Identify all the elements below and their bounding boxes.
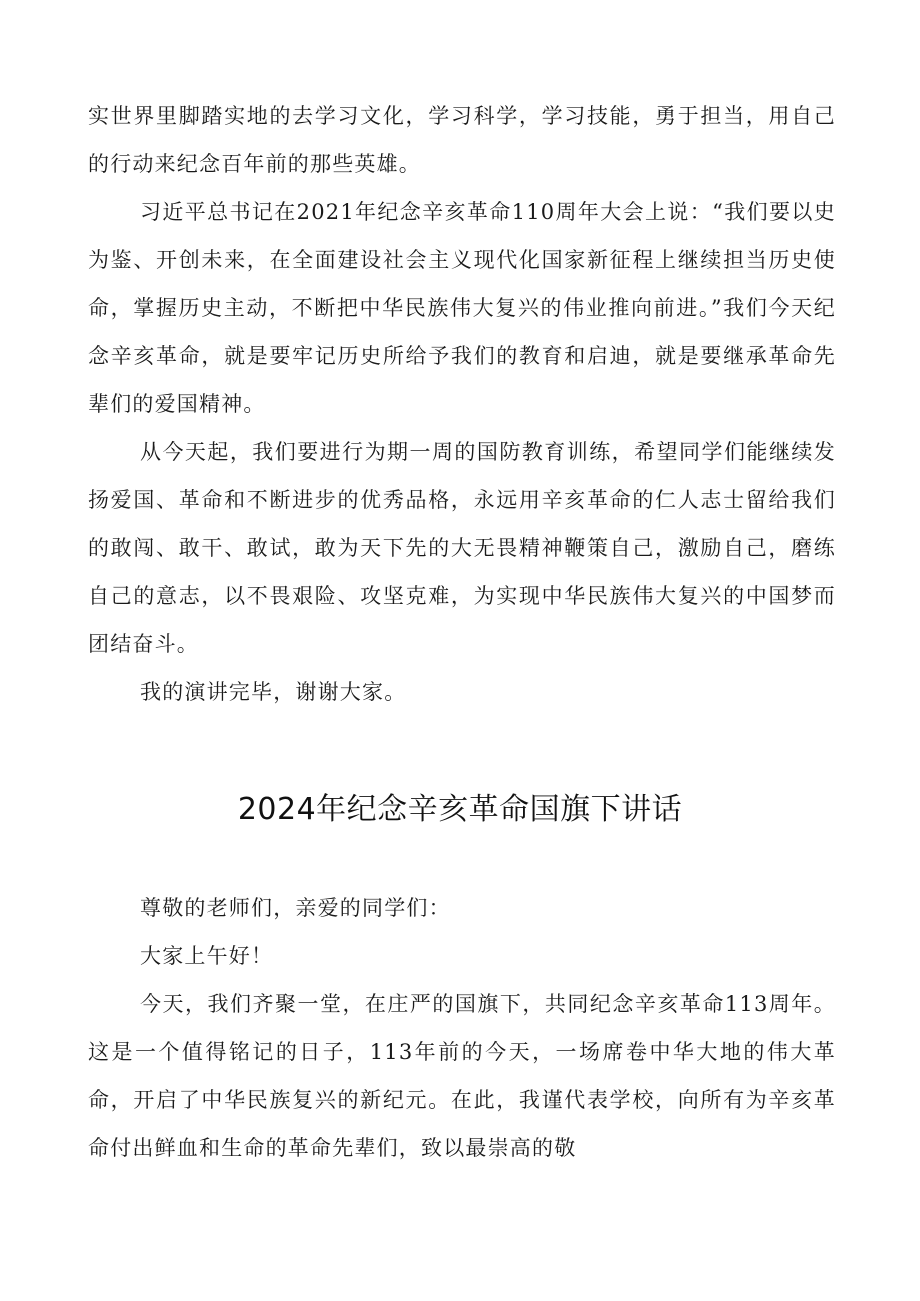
paragraph-commemoration: 今天，我们齐聚一堂，在庄严的国旗下，共同纪念辛亥革命113周年。这是一个值得铭记的日子，113年前的今天，一场席卷中华大地的伟大革命，开启了中华民族复兴的新纪元。在此，我谨代表学校，向所有为辛亥革命付出鲜血和生命的革命先辈们，致以最崇高的敬 [88, 992, 836, 1160]
paragraph-closing: 我的演讲完毕，谢谢大家。 [140, 680, 407, 704]
paragraph-continuation: 实世界里脚踏实地的去学习文化，学习科学，学习技能，勇于担当，用自己的行动来纪念百年前的那些英雄。 [88, 104, 836, 176]
speech-opening-section [88, 884, 836, 1172]
speech-title: 2024年纪念辛亥革命国旗下讲话 [237, 792, 683, 827]
greeting: 大家上午好！ [140, 944, 274, 968]
paragraph-defense-training: 从今天起，我们要进行为期一周的国防教育训练，希望同学们能继续发扬爱国、革命和不断进步的优秀品格，永远用辛亥革命的仁人志士留给我们的敢闯、敢干、敢试，敢为天下先的大无畏精神鞭策自己，激励自己，磨练自己的意志，以不畏艰险、攻坚克难，为实现中华民族伟大复兴的中国梦而团结奋斗。 [88, 440, 836, 656]
speech-conclusion-section [88, 92, 836, 716]
salutation: 尊敬的老师们，亲爱的同学们： [140, 896, 451, 920]
paragraph-quote: 习近平总书记在2021年纪念辛亥革命110周年大会上说：“我们要以史为鉴、开创未来，在全面建设社会主义现代化国家新征程上继续担当历史使命，掌握历史主动，不断把中华民族伟大复兴的伟业推向前进。”我们今天纪念辛亥革命，就是要牢记历史所给予我们的教育和启迪，就是要继承革命先辈们的爱国精神。 [88, 200, 836, 416]
